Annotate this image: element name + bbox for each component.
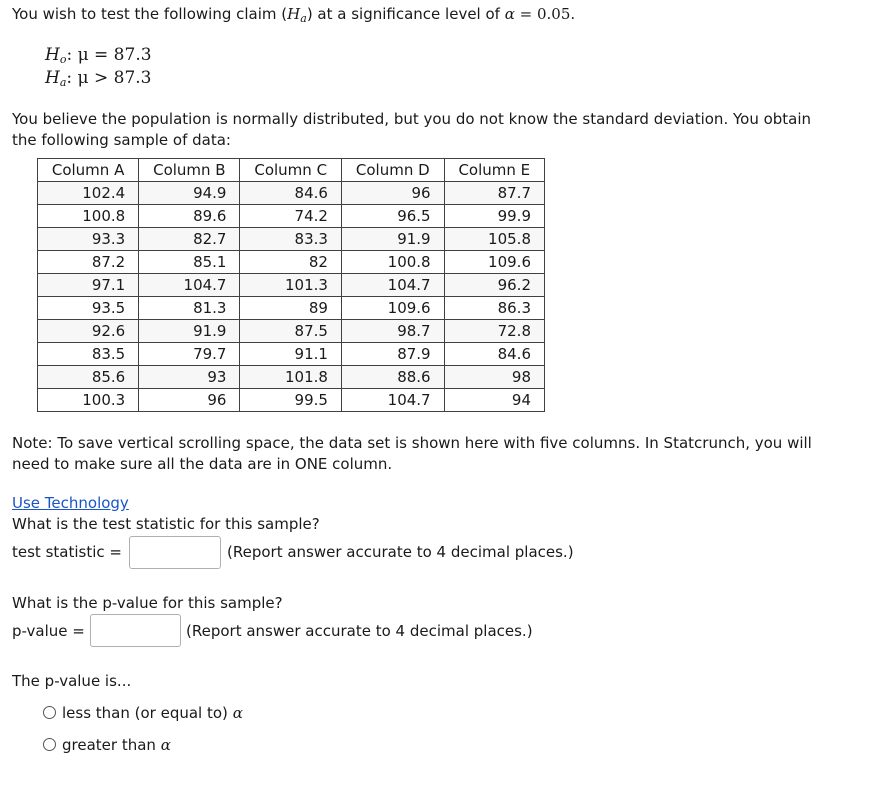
test-statistic-question: What is the test statistic for this sample?	[12, 515, 320, 533]
table-cell: 96.2	[444, 274, 544, 297]
table-cell: 91.9	[139, 320, 240, 343]
table-cell: 96	[139, 389, 240, 412]
table-cell: 85.6	[38, 366, 139, 389]
null-subscript: o	[59, 53, 67, 66]
table-row	[38, 251, 545, 274]
table-cell: 82.7	[139, 228, 240, 251]
table-cell: 72.8	[444, 320, 544, 343]
intro-middle: ) at a significance level of	[306, 5, 505, 23]
table-cell: 83.5	[38, 343, 139, 366]
table-cell: 94.9	[139, 182, 240, 205]
alt-subscript: a	[59, 76, 67, 89]
table-cell: 86.3	[444, 297, 544, 320]
test-statistic-hint: (Report answer accurate to 4 decimal places.)	[227, 543, 574, 561]
table-cell: 82	[240, 251, 341, 274]
table-header: Column A	[38, 159, 139, 182]
table-cell: 99.5	[240, 389, 341, 412]
table-cell: 88.6	[341, 366, 444, 389]
table-cell: 81.3	[139, 297, 240, 320]
p-value-label: p-value =	[12, 622, 85, 640]
null-symbol: H	[45, 45, 60, 65]
table-cell: 93.5	[38, 297, 139, 320]
alt-hypothesis	[45, 67, 151, 94]
table-cell: 79.7	[139, 343, 240, 366]
claim-letter: H	[287, 5, 301, 23]
table-cell: 87.5	[240, 320, 341, 343]
table-cell: 102.4	[38, 182, 139, 205]
table-cell: 96.5	[341, 205, 444, 228]
comparison-question: The p-value is...	[12, 672, 132, 690]
claim-intro	[12, 5, 575, 25]
claim-symbol	[287, 5, 307, 23]
use-technology-link[interactable]: Use Technology	[12, 494, 129, 512]
p-value-hint: (Report answer accurate to 4 decimal places.)	[186, 622, 533, 640]
description-line-1: You believe the population is normally distributed, but you do not know the standard deviation. You obtain	[12, 110, 812, 128]
table-cell: 93	[139, 366, 240, 389]
sample-data-table	[37, 158, 545, 412]
table-cell: 85.1	[139, 251, 240, 274]
claim-subscript: a	[300, 12, 307, 25]
table-row	[38, 343, 545, 366]
option-greater-than-label	[62, 736, 171, 754]
table-cell: 87.7	[444, 182, 544, 205]
table-cell: 101.8	[240, 366, 341, 389]
table-cell: 94	[444, 389, 544, 412]
table-cell: 96	[341, 182, 444, 205]
table-cell: 97.1	[38, 274, 139, 297]
table-cell: 89	[240, 297, 341, 320]
radio-less-than-alpha[interactable]	[43, 706, 56, 719]
alpha-symbol: α	[160, 736, 171, 754]
table-header: Column B	[139, 159, 240, 182]
table-header-row	[38, 159, 545, 182]
table-cell: 98	[444, 366, 544, 389]
table-cell: 100.3	[38, 389, 139, 412]
table-cell: 74.2	[240, 205, 341, 228]
table-cell: 104.7	[341, 389, 444, 412]
table-cell: 89.6	[139, 205, 240, 228]
table-row	[38, 274, 545, 297]
table-header: Column D	[341, 159, 444, 182]
alpha-symbol: α	[504, 5, 515, 23]
table-cell: 87.9	[341, 343, 444, 366]
table-cell: 109.6	[444, 251, 544, 274]
table-row	[38, 366, 545, 389]
table-row	[38, 297, 545, 320]
alpha-symbol: α	[232, 704, 243, 722]
table-cell: 109.6	[341, 297, 444, 320]
table-cell: 105.8	[444, 228, 544, 251]
p-value-question: What is the p-value for this sample?	[12, 594, 283, 612]
table-row	[38, 320, 545, 343]
table-cell: 83.3	[240, 228, 341, 251]
test-statistic-input[interactable]	[129, 536, 221, 569]
alpha-value: = 0.05.	[514, 5, 576, 23]
table-cell: 84.6	[444, 343, 544, 366]
table-cell: 92.6	[38, 320, 139, 343]
table-row	[38, 205, 545, 228]
option-less-than-label	[62, 704, 243, 722]
table-cell: 93.3	[38, 228, 139, 251]
null-relation: : μ = 87.3	[66, 45, 152, 65]
table-cell: 84.6	[240, 182, 341, 205]
table-header: Column C	[240, 159, 341, 182]
table-row	[38, 228, 545, 251]
table-cell: 87.2	[38, 251, 139, 274]
table-header: Column E	[444, 159, 544, 182]
p-value-input[interactable]	[90, 614, 181, 647]
table-cell: 100.8	[341, 251, 444, 274]
table-cell: 104.7	[341, 274, 444, 297]
table-cell: 101.3	[240, 274, 341, 297]
note-line-2: need to make sure all the data are in ONE column.	[12, 455, 393, 473]
alt-symbol: H	[45, 68, 60, 88]
table-cell: 100.8	[38, 205, 139, 228]
radio-greater-than-alpha[interactable]	[43, 738, 56, 751]
option-less-than-text: less than (or equal to)	[62, 704, 233, 722]
table-cell: 104.7	[139, 274, 240, 297]
description-line-2: the following sample of data:	[12, 131, 231, 149]
alt-relation: : μ > 87.3	[66, 68, 152, 88]
table-cell: 98.7	[341, 320, 444, 343]
test-statistic-label: test statistic =	[12, 543, 122, 561]
table-row	[38, 182, 545, 205]
option-greater-than-text: greater than	[62, 736, 161, 754]
table-cell: 91.1	[240, 343, 341, 366]
table-cell: 99.9	[444, 205, 544, 228]
table-row	[38, 389, 545, 412]
intro-prefix: You wish to test the following claim (	[12, 5, 288, 23]
note-line-1: Note: To save vertical scrolling space, the data set is shown here with five columns. In Statcrunch, you will	[12, 434, 812, 452]
table-cell: 91.9	[341, 228, 444, 251]
